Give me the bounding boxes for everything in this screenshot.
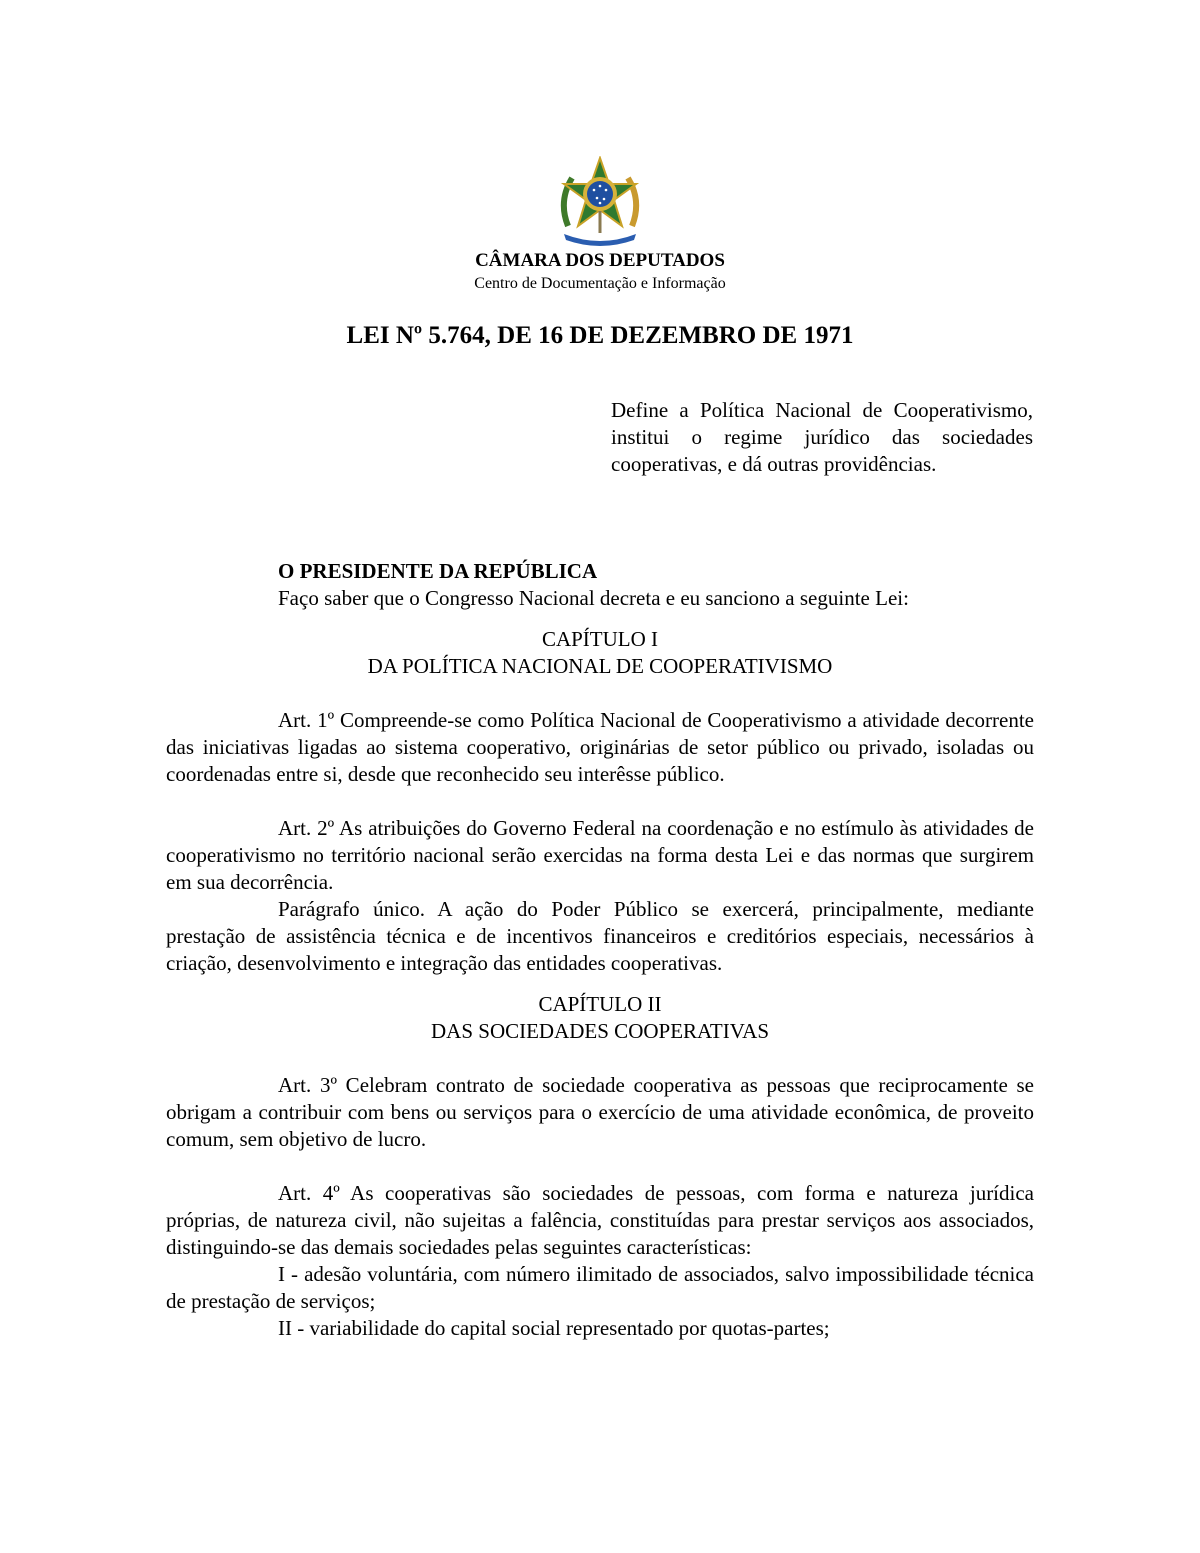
law-body bbox=[166, 558, 1034, 1342]
preamble-text: Faço saber que o Congresso Nacional decreta e eu sanciono a seguinte Lei: bbox=[278, 586, 909, 610]
article-2: Art. 2º As atribuições do Governo Federal na coordenação e no estímulo às atividades de cooperativismo no território nacional serão exercidas na forma desta Lei e das normas que surgirem em sua decorrência. bbox=[166, 816, 1034, 894]
department-name: Centro de Documentação e Informação bbox=[474, 275, 726, 292]
article-1: Art. 1º Compreende-se como Política Nacional de Cooperativismo a atividade decorrente das iniciativas ligadas ao sistema cooperativo, originárias de setor público ou privado, isoladas ou coordenadas entre si, desde que reconhecido seu interêsse público. bbox=[166, 708, 1034, 786]
article-4-item: II - variabilidade do capital social representado por quotas-partes; bbox=[278, 1316, 830, 1340]
chapter-1-title: DA POLÍTICA NACIONAL DE COOPERATIVISMO bbox=[367, 654, 833, 678]
article-3: Art. 3º Celebram contrato de sociedade cooperativa as pessoas que reciprocamente se obrigam a contribuir com bens ou serviços para o exercício de uma atividade econômica, de proveito comum, sem objetivo de lucro. bbox=[166, 1073, 1034, 1151]
brazil-coat-of-arms-icon bbox=[556, 156, 644, 246]
chapter-2-label: CAPÍTULO II bbox=[538, 992, 662, 1016]
chapter-1-label: CAPÍTULO I bbox=[541, 627, 659, 651]
article-4: Art. 4º As cooperativas são sociedades de pessoas, com forma e natureza jurídica próprias, de natureza civil, não sujeitas a falência, constituídas para prestar serviços aos associados, distinguindo-se das demais sociedades pelas seguintes características: bbox=[166, 1181, 1034, 1259]
article-2-paragraph: Parágrafo único. A ação do Poder Público se exercerá, principalmente, mediante prestação de assistência técnica e de incentivos financeiros e creditórios especiais, necessários à criação, desenvolvimento e integração das entidades cooperativas. bbox=[166, 897, 1034, 975]
institution-name: CÂMARA DOS DEPUTADOS bbox=[475, 250, 725, 271]
article-4-item: I - adesão voluntária, com número ilimitado de associados, salvo impossibilidade técnica de prestação de serviços; bbox=[166, 1262, 1034, 1313]
chapter-2-title: DAS SOCIEDADES COOPERATIVAS bbox=[431, 1019, 769, 1043]
law-ementa: Define a Política Nacional de Cooperativismo, institui o regime jurídico das sociedades cooperativas, e dá outras providências. bbox=[611, 398, 1033, 476]
preamble-heading: O PRESIDENTE DA REPÚBLICA bbox=[278, 559, 598, 583]
law-title: LEI Nº 5.764, DE 16 DE DEZEMBRO DE 1971 bbox=[346, 322, 854, 349]
